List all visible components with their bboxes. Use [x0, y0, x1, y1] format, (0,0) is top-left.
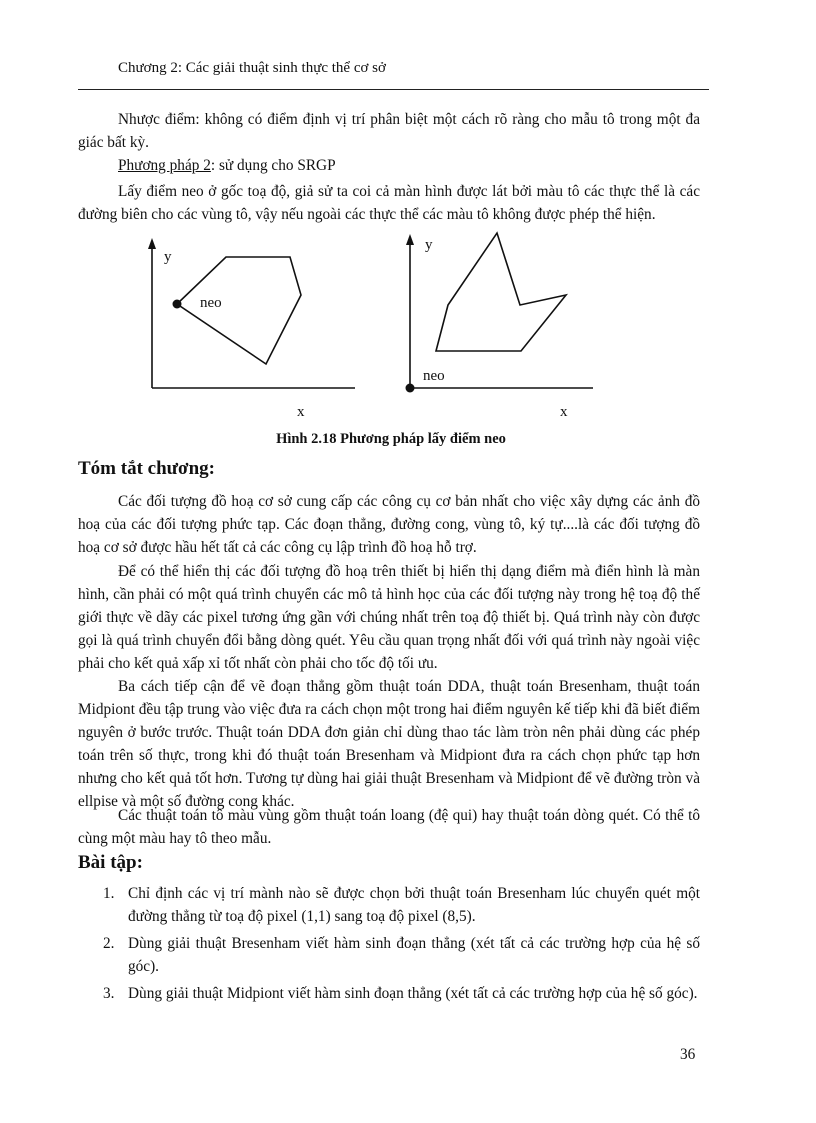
right-y-arrow-icon: [406, 234, 414, 245]
right-diagram: [406, 233, 594, 420]
exercise-text: Dùng giải thuật Bresenham viết hàm sinh đoạn thẳng (xét tất cả các trường hợp của hệ số góc).: [128, 935, 700, 975]
exercise-number: 1.: [103, 885, 115, 902]
exercise-item: [78, 982, 700, 1005]
summary-paragraph-1: Các đối tượng đồ hoạ cơ sở cung cấp các công cụ cơ bản nhất cho việc xây dựng các ảnh đồ hoạ của các đối tượng phức tạp. Các đoạn thẳng, đường cong, vùng tô, ký tự....là các đối tượng đồ hoạ cơ sở được hầu hết tất cả các công cụ lập trình đồ hoạ hỗ trợ.: [78, 493, 700, 556]
summary-paragraph-3: Ba cách tiếp cận để vẽ đoạn thẳng gồm thuật toán DDA, thuật toán Bresenham, thuật toán Midpiont đều tập trung vào việc đưa ra cách chọn một trong hai điểm nguyên kế tiếp khi đã biết điểm nguyên ở bước trước. Thuật toán DDA đơn giản chỉ dùng thao tác làm tròn nên phải dùng các phép toán trên số thực, trong khi đó thuật toán Bresenham và Midpiont đưa ra cách chọn phức tạp hơn nhưng cho kết quả tốt hơn. Tương tự dùng hai giải thuật Bresenham và Midpiont để vẽ đường tròn và ellpise và một số đường cong khác.: [78, 678, 700, 810]
left-anchor-point: [173, 300, 182, 309]
right-polygon: [436, 233, 566, 351]
figure-caption: Hình 2.18 Phương pháp lấy điểm neo: [276, 431, 506, 447]
right-x-label: x: [560, 404, 568, 420]
exercises-heading: Bài tập:: [78, 852, 143, 873]
left-polygon: [177, 257, 301, 364]
disadvantage-paragraph: Nhược điểm: không có điểm định vị trí phân biệt một cách rõ ràng cho mẫu tô trong một đa giác bất kỳ.: [78, 111, 700, 151]
exercise-number: 3.: [103, 985, 115, 1002]
header-divider: [78, 89, 709, 90]
page-number: 36: [680, 1046, 696, 1063]
exercise-text: Chỉ định các vị trí mành nào sẽ được chọn bởi thuật toán Bresenham lúc chuyển quét một đường thẳng từ toạ độ pixel (1,1) sang toạ độ pixel (8,5).: [128, 885, 700, 925]
summary-heading: Tóm tắt chương:: [78, 458, 215, 479]
left-anchor-label: neo: [200, 295, 222, 311]
chapter-header: Chương 2: Các giải thuật sinh thực thể cơ sở: [118, 60, 386, 76]
exercise-item: [78, 932, 700, 978]
exercise-number: 2.: [103, 935, 115, 952]
exercise-item: [78, 882, 700, 928]
summary-paragraph-2: Để có thể hiển thị các đối tượng đồ hoạ trên thiết bị hiển thị dạng điểm mà điển hình là màn hình, cần phải có một quá trình chuyển các mô tả hình học của các đối tượng này trong hệ toạ độ thế giới thực về dãy các pixel tương ứng gần với chúng nhất trên toạ độ thiết bị. Quá trình này còn được gọi là quá trình chuyển đổi bằng dòng quét. Yêu cầu quan trọng nhất đối với quá trình này ngoài việc phải cho kết quả xấp xỉ tốt nhất còn phải cho tốc độ tối ưu.: [78, 563, 700, 672]
exercise-list: [78, 882, 700, 1009]
right-y-label: y: [425, 237, 433, 253]
summary-paragraph-4: Các thuật toán tô màu vùng gồm thuật toán loang (đệ qui) hay thuật toán dòng quét. Có thể tô cùng một màu hay tô theo mẫu.: [78, 807, 700, 847]
method2-label: Phương pháp 2: [118, 157, 211, 174]
left-x-label: x: [297, 404, 305, 420]
right-anchor-label: neo: [423, 368, 445, 384]
right-anchor-point: [406, 384, 415, 393]
left-diagram: [148, 238, 355, 420]
method2-line: [78, 154, 700, 177]
exercise-text: Dùng giải thuật Midpiont viết hàm sinh đoạn thẳng (xét tất cả các trường hợp của hệ số góc).: [128, 985, 698, 1002]
left-y-label: y: [164, 249, 172, 265]
method2-rest: : sử dụng cho SRGP: [210, 157, 336, 174]
anchor-point-figure: [130, 230, 610, 425]
left-y-arrow-icon: [148, 238, 156, 249]
method2-description: Lấy điểm neo ở gốc toạ độ, giả sử ta coi cả màn hình được lát bởi màu tô các thực thể là các đường biên cho các vùng tô, vậy nếu ngoài các thực thể các màu tô không được phép thể hiện.: [78, 183, 700, 223]
